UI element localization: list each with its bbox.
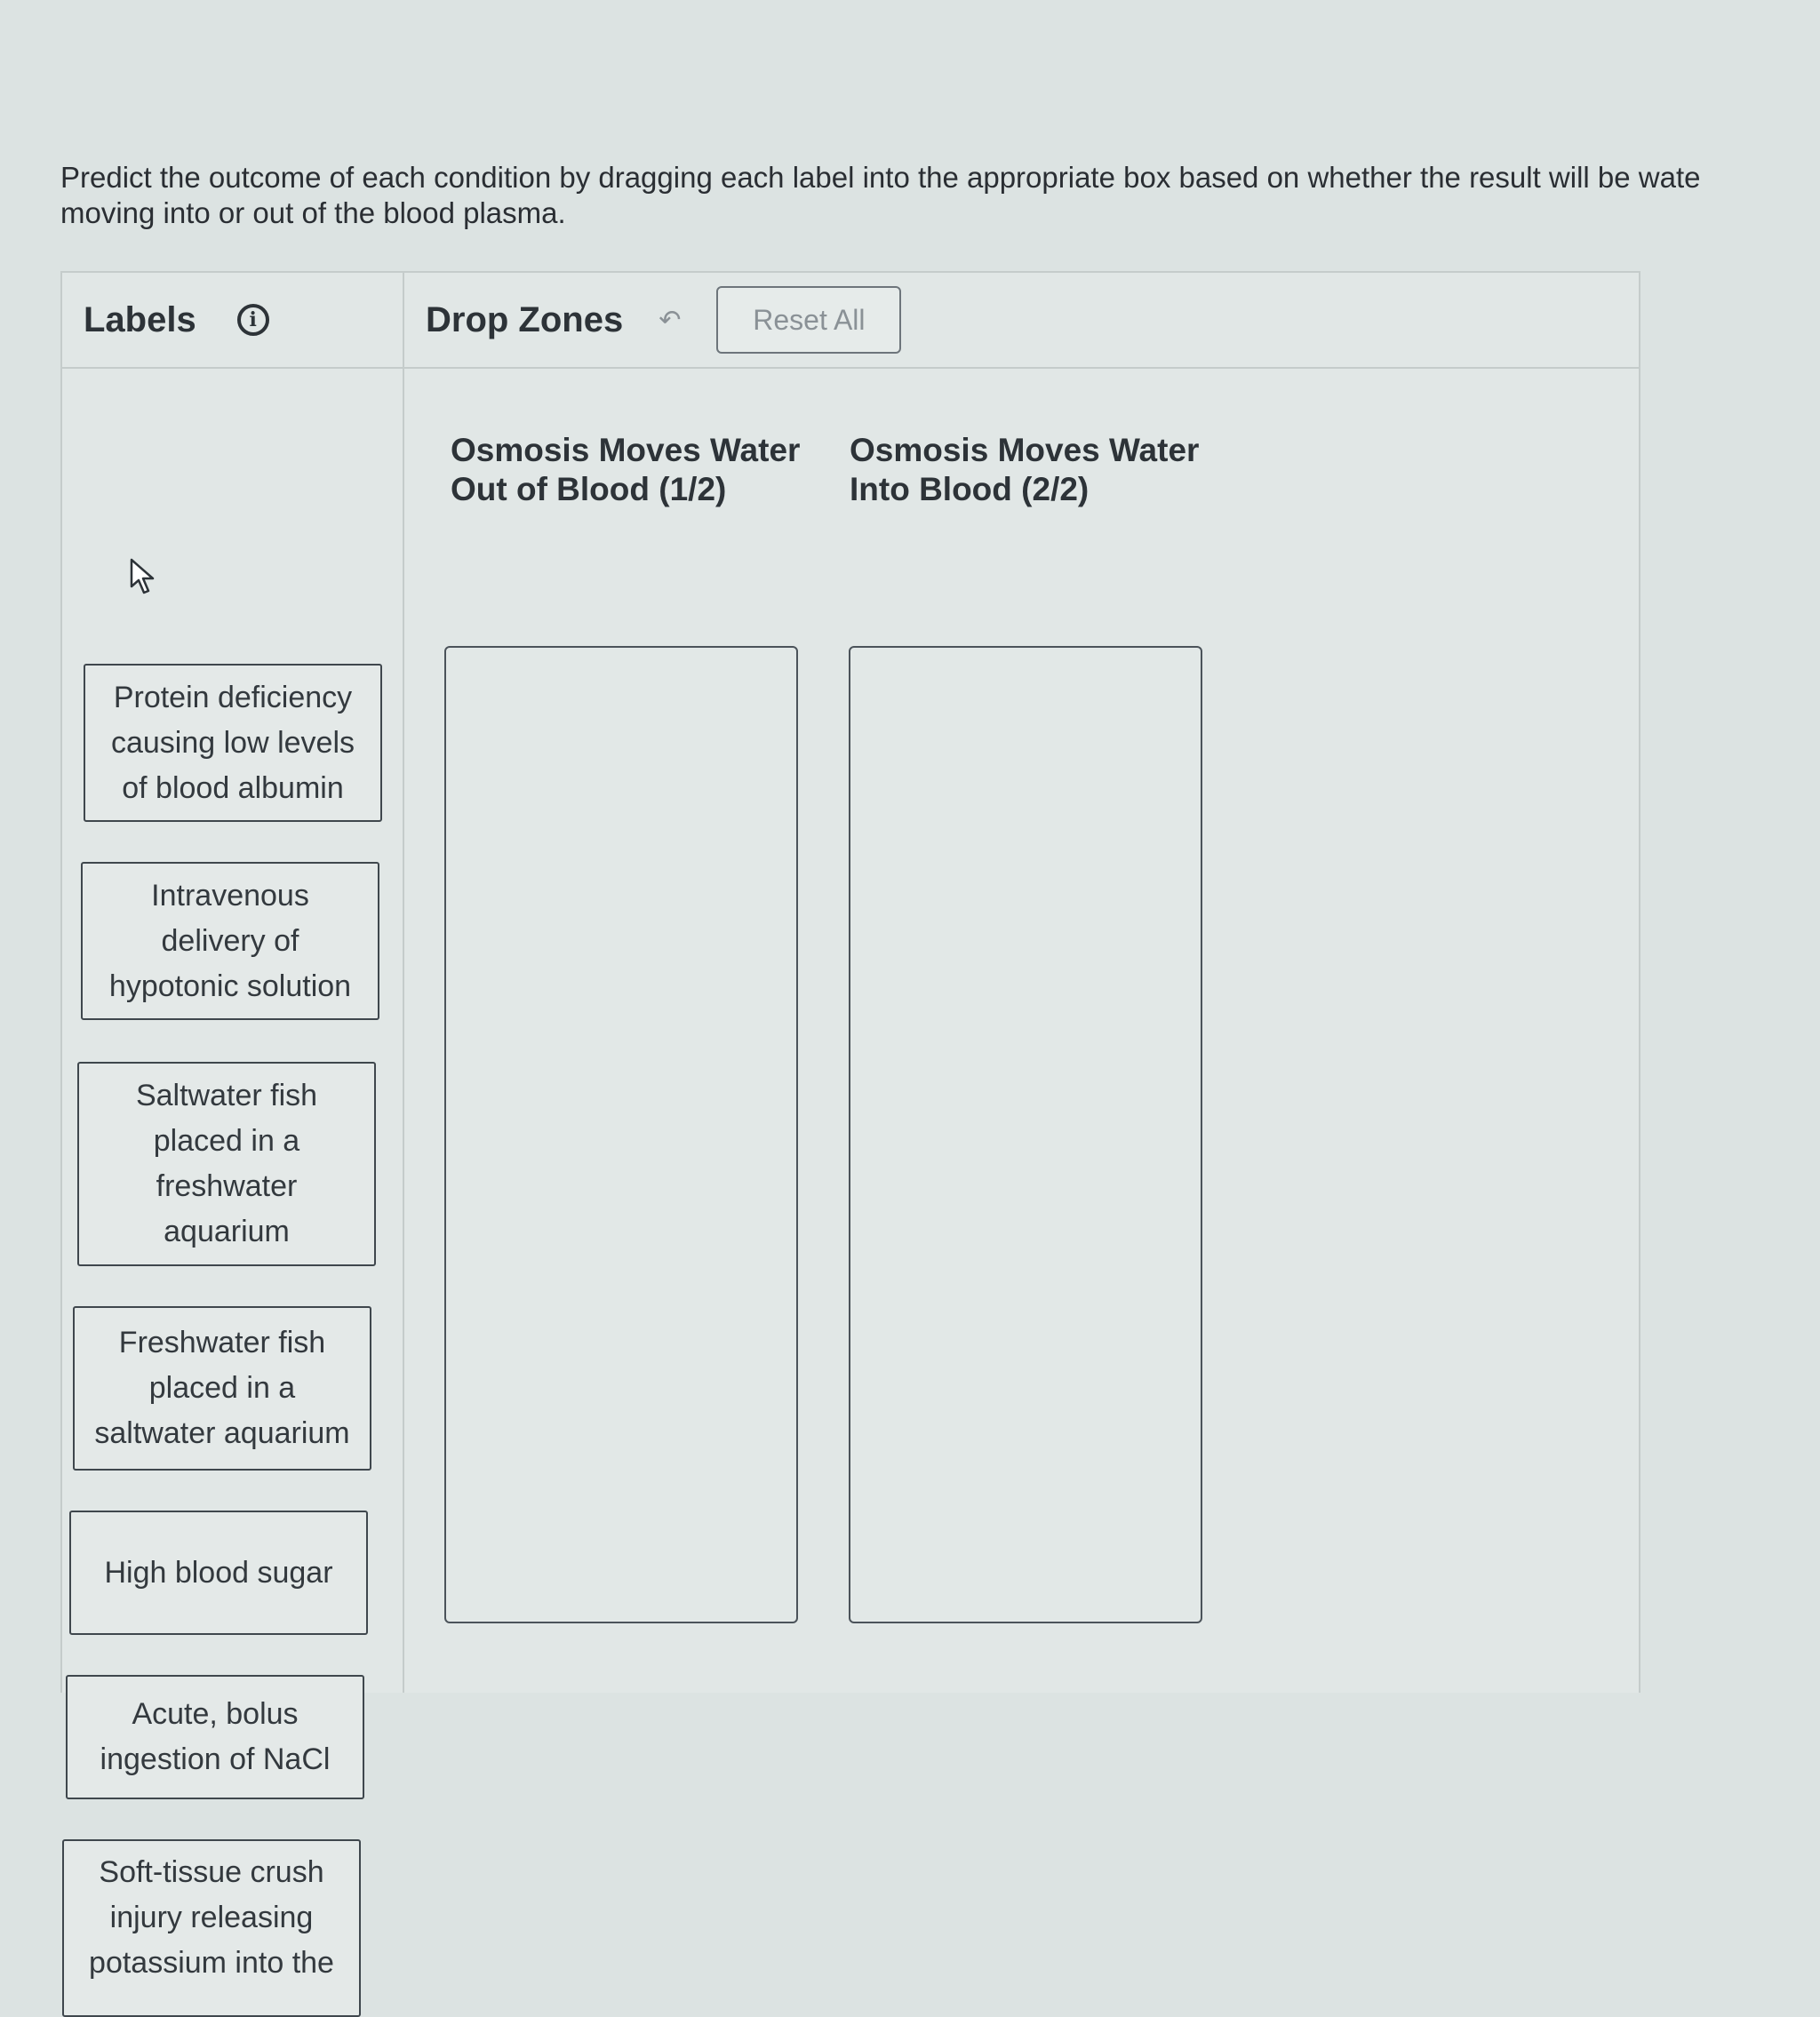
drop-zone-into-blood bbox=[850, 431, 1223, 509]
label-card-freshwater-fish[interactable]: Freshwater fish placed in a saltwater aquarium bbox=[73, 1306, 371, 1471]
label-card-protein-deficiency[interactable]: Protein deficiency causing low levels of blood albumin bbox=[84, 664, 382, 822]
instructions-text bbox=[60, 160, 1820, 231]
mouse-pointer-icon bbox=[130, 558, 156, 595]
instructions-line-1: Predict the outcome of each condition by dragging each label into the appropriate box based on whether the result will be wate bbox=[60, 161, 1701, 194]
drop-zones-panel bbox=[404, 273, 1639, 1693]
drop-zone-out-of-blood bbox=[451, 431, 824, 509]
label-card-crush-injury[interactable]: Soft-tissue crush injury releasing potassium into the bbox=[62, 1839, 361, 2017]
labels-header bbox=[62, 273, 403, 369]
labels-panel bbox=[62, 273, 404, 1980]
reset-all-button[interactable]: Reset All bbox=[716, 286, 901, 354]
drop-zones-title: Drop Zones bbox=[426, 299, 624, 339]
undo-arrow-icon[interactable]: ↶ bbox=[659, 305, 682, 335]
drop-zone-title-into: Osmosis Moves Water Into Blood (2/2) bbox=[850, 432, 1200, 507]
label-card-saltwater-fish[interactable]: Saltwater fish placed in a freshwater aquarium bbox=[77, 1062, 376, 1266]
drop-box-into-blood[interactable] bbox=[849, 646, 1202, 1623]
instructions-line-2: moving into or out of the blood plasma. bbox=[60, 196, 566, 229]
label-card-high-blood-sugar[interactable]: High blood sugar bbox=[69, 1511, 368, 1635]
label-card-intravenous-hypotonic[interactable]: Intravenous delivery of hypotonic solution bbox=[81, 862, 379, 1020]
drag-drop-activity bbox=[60, 271, 1640, 1980]
drop-zone-title-out: Osmosis Moves Water Out of Blood (1/2) bbox=[451, 432, 801, 507]
drop-box-out-of-blood[interactable] bbox=[444, 646, 798, 1623]
label-card-nacl-ingestion[interactable]: Acute, bolus ingestion of NaCl bbox=[66, 1675, 364, 1799]
labels-title: Labels bbox=[84, 299, 196, 339]
drop-zones-header bbox=[404, 273, 1639, 369]
info-circle-icon[interactable]: i bbox=[237, 304, 269, 336]
